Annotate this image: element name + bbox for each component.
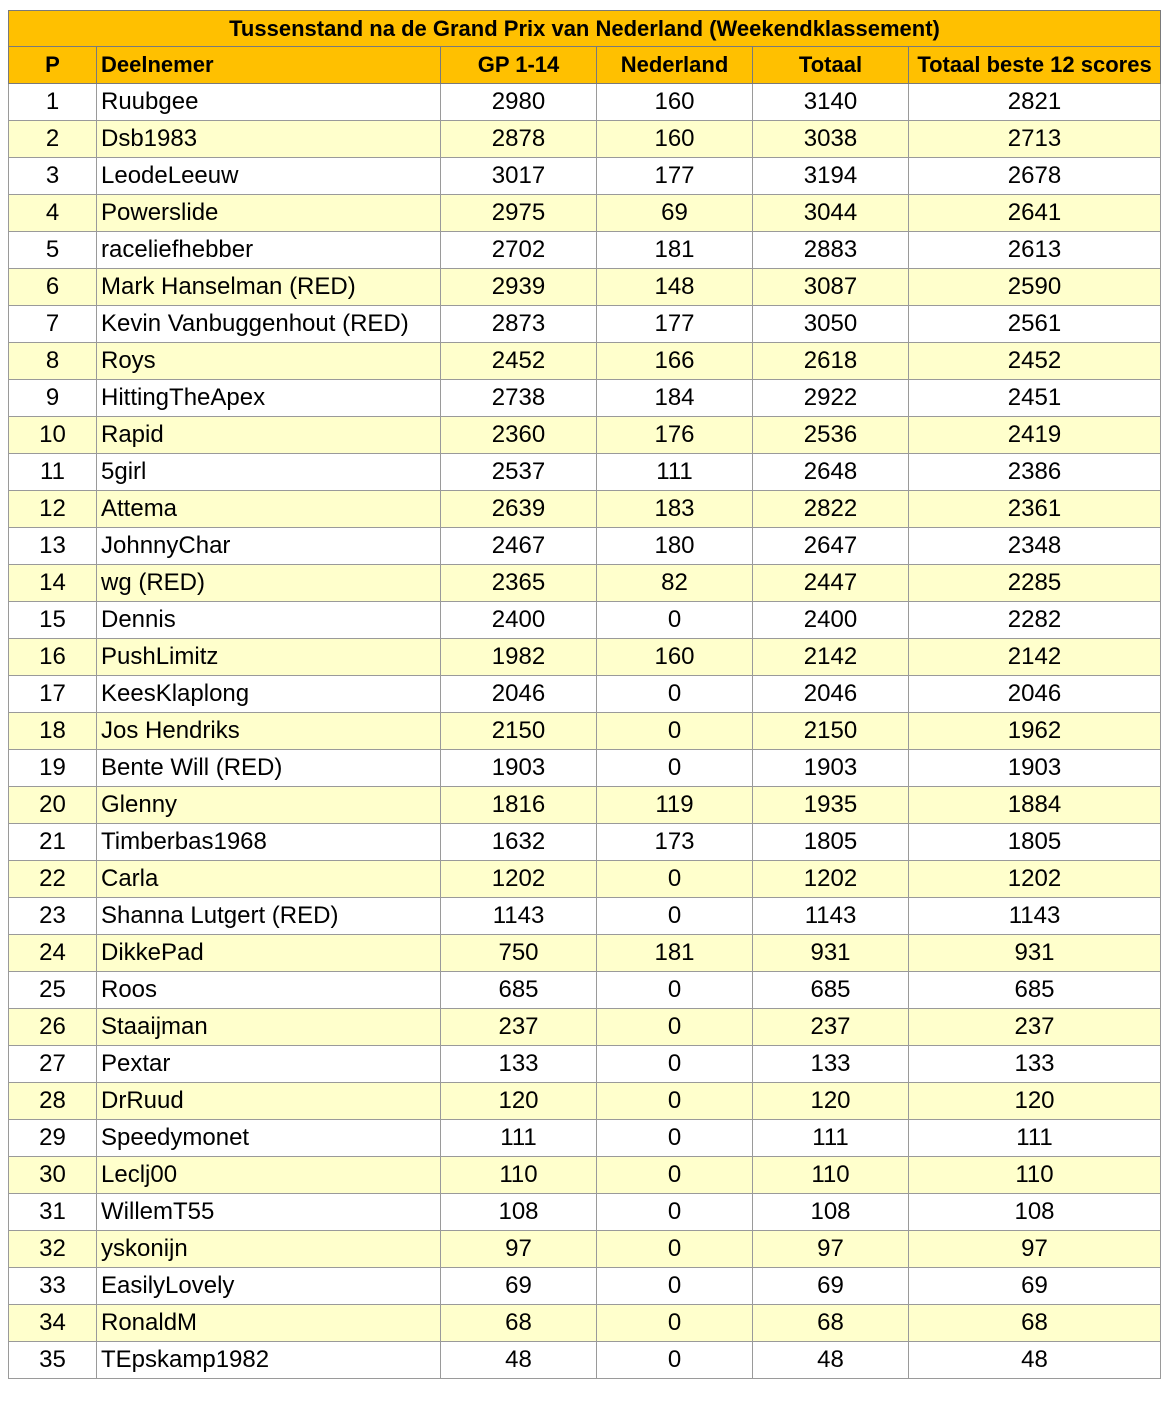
position-cell[interactable]: 34	[9, 1305, 97, 1342]
standings-sheet	[8, 10, 1160, 1379]
participant-cell[interactable]: Powerslide	[97, 195, 441, 232]
gp-1-14-cell[interactable]: 2975	[441, 195, 597, 232]
gp-1-14-cell[interactable]: 1632	[441, 824, 597, 861]
table-row	[9, 232, 1161, 269]
best-12-total-cell[interactable]: 685	[909, 972, 1161, 1009]
total-cell[interactable]: 108	[753, 1194, 909, 1231]
best-12-total-cell[interactable]: 2046	[909, 676, 1161, 713]
participant-cell[interactable]: HittingTheApex	[97, 380, 441, 417]
table-row	[9, 935, 1161, 972]
gp-1-14-cell[interactable]: 108	[441, 1194, 597, 1231]
column-header-participant[interactable]: Deelnemer	[97, 47, 441, 84]
gp-1-14-cell[interactable]: 1903	[441, 750, 597, 787]
table-row	[9, 84, 1161, 121]
best-12-total-cell[interactable]: 2590	[909, 269, 1161, 306]
participant-cell[interactable]: 5girl	[97, 454, 441, 491]
gp-1-14-cell[interactable]: 2360	[441, 417, 597, 454]
participant-cell[interactable]: Attema	[97, 491, 441, 528]
participant-cell[interactable]: RonaldM	[97, 1305, 441, 1342]
total-cell[interactable]: 2046	[753, 676, 909, 713]
position-cell[interactable]: 20	[9, 787, 97, 824]
table-row	[9, 528, 1161, 565]
table-row	[9, 861, 1161, 898]
best-12-total-cell[interactable]: 2361	[909, 491, 1161, 528]
best-12-total-cell[interactable]: 931	[909, 935, 1161, 972]
nederland-cell[interactable]: 111	[597, 454, 753, 491]
total-cell[interactable]: 2150	[753, 713, 909, 750]
participant-cell[interactable]: Jos Hendriks	[97, 713, 441, 750]
position-cell[interactable]: 2	[9, 121, 97, 158]
title-row	[9, 11, 1161, 47]
total-cell[interactable]: 2400	[753, 602, 909, 639]
nederland-cell[interactable]: 181	[597, 232, 753, 269]
position-cell[interactable]: 5	[9, 232, 97, 269]
gp-1-14-cell[interactable]: 120	[441, 1083, 597, 1120]
table-row	[9, 1009, 1161, 1046]
table-row	[9, 1046, 1161, 1083]
best-12-total-cell[interactable]: 2678	[909, 158, 1161, 195]
best-12-total-cell[interactable]: 2348	[909, 528, 1161, 565]
gp-1-14-cell[interactable]: 2400	[441, 602, 597, 639]
best-12-total-cell[interactable]: 2821	[909, 84, 1161, 121]
gp-1-14-cell[interactable]: 1816	[441, 787, 597, 824]
total-cell[interactable]: 133	[753, 1046, 909, 1083]
position-cell[interactable]: 4	[9, 195, 97, 232]
total-cell[interactable]: 931	[753, 935, 909, 972]
total-cell[interactable]: 1202	[753, 861, 909, 898]
position-cell[interactable]: 25	[9, 972, 97, 1009]
gp-1-14-cell[interactable]: 2639	[441, 491, 597, 528]
nederland-cell[interactable]: 160	[597, 121, 753, 158]
nederland-cell[interactable]: 0	[597, 861, 753, 898]
total-cell[interactable]: 48	[753, 1342, 909, 1379]
participant-cell[interactable]: wg (RED)	[97, 565, 441, 602]
nederland-cell[interactable]: 0	[597, 676, 753, 713]
column-header-gp-1-14[interactable]: GP 1-14	[441, 47, 597, 84]
table-row	[9, 713, 1161, 750]
table-row	[9, 1342, 1161, 1379]
participant-cell[interactable]: JohnnyChar	[97, 528, 441, 565]
total-cell[interactable]: 110	[753, 1157, 909, 1194]
participant-cell[interactable]: Kevin Vanbuggenhout (RED)	[97, 306, 441, 343]
best-12-total-cell[interactable]: 2419	[909, 417, 1161, 454]
best-12-total-cell[interactable]: 237	[909, 1009, 1161, 1046]
table-row	[9, 121, 1161, 158]
best-12-total-cell[interactable]: 2713	[909, 121, 1161, 158]
gp-1-14-cell[interactable]: 2537	[441, 454, 597, 491]
participant-cell[interactable]: Roos	[97, 972, 441, 1009]
gp-1-14-cell[interactable]: 2873	[441, 306, 597, 343]
total-cell[interactable]: 2142	[753, 639, 909, 676]
gp-1-14-cell[interactable]: 1202	[441, 861, 597, 898]
table-row	[9, 1083, 1161, 1120]
position-cell[interactable]: 33	[9, 1268, 97, 1305]
table-row	[9, 565, 1161, 602]
participant-cell[interactable]: Shanna Lutgert (RED)	[97, 898, 441, 935]
table-row	[9, 1231, 1161, 1268]
best-12-total-cell[interactable]: 2452	[909, 343, 1161, 380]
gp-1-14-cell[interactable]: 2452	[441, 343, 597, 380]
best-12-total-cell[interactable]: 2282	[909, 602, 1161, 639]
participant-cell[interactable]: Dsb1983	[97, 121, 441, 158]
best-12-total-cell[interactable]: 2561	[909, 306, 1161, 343]
nederland-cell[interactable]: 173	[597, 824, 753, 861]
gp-1-14-cell[interactable]: 2365	[441, 565, 597, 602]
nederland-cell[interactable]: 0	[597, 1342, 753, 1379]
position-cell[interactable]: 9	[9, 380, 97, 417]
position-cell[interactable]: 7	[9, 306, 97, 343]
nederland-cell[interactable]: 180	[597, 528, 753, 565]
best-12-total-cell[interactable]: 1884	[909, 787, 1161, 824]
gp-1-14-cell[interactable]: 2980	[441, 84, 597, 121]
table-row	[9, 750, 1161, 787]
participant-cell[interactable]: EasilyLovely	[97, 1268, 441, 1305]
gp-1-14-cell[interactable]: 685	[441, 972, 597, 1009]
participant-cell[interactable]: TEpskamp1982	[97, 1342, 441, 1379]
table-row	[9, 824, 1161, 861]
nederland-cell[interactable]: 160	[597, 84, 753, 121]
total-cell[interactable]: 2648	[753, 454, 909, 491]
position-cell[interactable]: 11	[9, 454, 97, 491]
total-cell[interactable]: 1143	[753, 898, 909, 935]
participant-cell[interactable]: Pextar	[97, 1046, 441, 1083]
position-cell[interactable]: 10	[9, 417, 97, 454]
position-cell[interactable]: 24	[9, 935, 97, 972]
participant-cell[interactable]: Speedymonet	[97, 1120, 441, 1157]
position-cell[interactable]: 28	[9, 1083, 97, 1120]
participant-cell[interactable]: WillemT55	[97, 1194, 441, 1231]
nederland-cell[interactable]: 0	[597, 713, 753, 750]
best-12-total-cell[interactable]: 133	[909, 1046, 1161, 1083]
nederland-cell[interactable]: 166	[597, 343, 753, 380]
gp-1-14-cell[interactable]: 1982	[441, 639, 597, 676]
nederland-cell[interactable]: 0	[597, 1009, 753, 1046]
table-row	[9, 1268, 1161, 1305]
best-12-total-cell[interactable]: 68	[909, 1305, 1161, 1342]
nederland-cell[interactable]: 0	[597, 1231, 753, 1268]
position-cell[interactable]: 1	[9, 84, 97, 121]
nederland-cell[interactable]: 0	[597, 602, 753, 639]
nederland-cell[interactable]: 148	[597, 269, 753, 306]
gp-1-14-cell[interactable]: 2939	[441, 269, 597, 306]
best-12-total-cell[interactable]: 1143	[909, 898, 1161, 935]
best-12-total-cell[interactable]: 1202	[909, 861, 1161, 898]
table-row	[9, 1157, 1161, 1194]
nederland-cell[interactable]: 184	[597, 380, 753, 417]
participant-cell[interactable]: Carla	[97, 861, 441, 898]
table-row	[9, 343, 1161, 380]
participant-cell[interactable]: Staaijman	[97, 1009, 441, 1046]
total-cell[interactable]: 97	[753, 1231, 909, 1268]
total-cell[interactable]: 111	[753, 1120, 909, 1157]
total-cell[interactable]: 1805	[753, 824, 909, 861]
best-12-total-cell[interactable]: 2142	[909, 639, 1161, 676]
standings-table	[8, 10, 1161, 1379]
best-12-total-cell[interactable]: 48	[909, 1342, 1161, 1379]
gp-1-14-cell[interactable]: 133	[441, 1046, 597, 1083]
table-row	[9, 639, 1161, 676]
nederland-cell[interactable]: 0	[597, 1083, 753, 1120]
gp-1-14-cell[interactable]: 1143	[441, 898, 597, 935]
table-row	[9, 787, 1161, 824]
nederland-cell[interactable]: 0	[597, 1120, 753, 1157]
total-cell[interactable]: 685	[753, 972, 909, 1009]
position-cell[interactable]: 16	[9, 639, 97, 676]
total-cell[interactable]: 2822	[753, 491, 909, 528]
best-12-total-cell[interactable]: 2451	[909, 380, 1161, 417]
position-cell[interactable]: 30	[9, 1157, 97, 1194]
table-row	[9, 306, 1161, 343]
table-row	[9, 269, 1161, 306]
participant-cell[interactable]: Timberbas1968	[97, 824, 441, 861]
best-12-total-cell[interactable]: 2285	[909, 565, 1161, 602]
table-row	[9, 195, 1161, 232]
participant-cell[interactable]: yskonijn	[97, 1231, 441, 1268]
column-header-best-12-total[interactable]: Totaal beste 12 scores	[909, 47, 1161, 84]
position-cell[interactable]: 17	[9, 676, 97, 713]
position-cell[interactable]: 19	[9, 750, 97, 787]
nederland-cell[interactable]: 0	[597, 1305, 753, 1342]
table-row	[9, 417, 1161, 454]
best-12-total-cell[interactable]: 2386	[909, 454, 1161, 491]
column-header-position[interactable]: P	[9, 47, 97, 84]
gp-1-14-cell[interactable]: 110	[441, 1157, 597, 1194]
nederland-cell[interactable]: 119	[597, 787, 753, 824]
best-12-total-cell[interactable]: 1962	[909, 713, 1161, 750]
best-12-total-cell[interactable]: 97	[909, 1231, 1161, 1268]
total-cell[interactable]: 2536	[753, 417, 909, 454]
column-header-nederland[interactable]: Nederland	[597, 47, 753, 84]
best-12-total-cell[interactable]: 110	[909, 1157, 1161, 1194]
table-row	[9, 602, 1161, 639]
participant-cell[interactable]: Rapid	[97, 417, 441, 454]
column-header-total[interactable]: Totaal	[753, 47, 909, 84]
total-cell[interactable]: 69	[753, 1268, 909, 1305]
total-cell[interactable]: 3140	[753, 84, 909, 121]
gp-1-14-cell[interactable]: 111	[441, 1120, 597, 1157]
participant-cell[interactable]: Glenny	[97, 787, 441, 824]
gp-1-14-cell[interactable]: 237	[441, 1009, 597, 1046]
total-cell[interactable]: 3044	[753, 195, 909, 232]
table-title: Tussenstand na de Grand Prix van Nederland (Weekendklassement)	[9, 11, 1161, 47]
table-row	[9, 454, 1161, 491]
total-cell[interactable]: 3087	[753, 269, 909, 306]
total-cell[interactable]: 2447	[753, 565, 909, 602]
position-cell[interactable]: 27	[9, 1046, 97, 1083]
table-row	[9, 1120, 1161, 1157]
total-cell[interactable]: 2883	[753, 232, 909, 269]
position-cell[interactable]: 8	[9, 343, 97, 380]
nederland-cell[interactable]: 69	[597, 195, 753, 232]
gp-1-14-cell[interactable]: 69	[441, 1268, 597, 1305]
participant-cell[interactable]: LeodeLeeuw	[97, 158, 441, 195]
total-cell[interactable]: 2647	[753, 528, 909, 565]
position-cell[interactable]: 18	[9, 713, 97, 750]
best-12-total-cell[interactable]: 1903	[909, 750, 1161, 787]
gp-1-14-cell[interactable]: 2467	[441, 528, 597, 565]
table-row	[9, 972, 1161, 1009]
nederland-cell[interactable]: 0	[597, 972, 753, 1009]
nederland-cell[interactable]: 181	[597, 935, 753, 972]
table-row	[9, 491, 1161, 528]
participant-cell[interactable]: Ruubgee	[97, 84, 441, 121]
table-row	[9, 676, 1161, 713]
total-cell[interactable]: 1903	[753, 750, 909, 787]
position-cell[interactable]: 15	[9, 602, 97, 639]
nederland-cell[interactable]: 160	[597, 639, 753, 676]
participant-cell[interactable]: Mark Hanselman (RED)	[97, 269, 441, 306]
position-cell[interactable]: 29	[9, 1120, 97, 1157]
position-cell[interactable]: 14	[9, 565, 97, 602]
best-12-total-cell[interactable]: 2613	[909, 232, 1161, 269]
table-row	[9, 380, 1161, 417]
total-cell[interactable]: 3194	[753, 158, 909, 195]
position-cell[interactable]: 32	[9, 1231, 97, 1268]
total-cell[interactable]: 2922	[753, 380, 909, 417]
table-row	[9, 158, 1161, 195]
best-12-total-cell[interactable]: 108	[909, 1194, 1161, 1231]
participant-cell[interactable]: DikkePad	[97, 935, 441, 972]
best-12-total-cell[interactable]: 120	[909, 1083, 1161, 1120]
nederland-cell[interactable]: 0	[597, 1268, 753, 1305]
total-cell[interactable]: 120	[753, 1083, 909, 1120]
nederland-cell[interactable]: 0	[597, 1194, 753, 1231]
nederland-cell[interactable]: 177	[597, 306, 753, 343]
position-cell[interactable]: 13	[9, 528, 97, 565]
best-12-total-cell[interactable]: 1805	[909, 824, 1161, 861]
gp-1-14-cell[interactable]: 2878	[441, 121, 597, 158]
position-cell[interactable]: 35	[9, 1342, 97, 1379]
gp-1-14-cell[interactable]: 2702	[441, 232, 597, 269]
nederland-cell[interactable]: 0	[597, 750, 753, 787]
total-cell[interactable]: 2618	[753, 343, 909, 380]
table-row	[9, 1305, 1161, 1342]
gp-1-14-cell[interactable]: 97	[441, 1231, 597, 1268]
nederland-cell[interactable]: 0	[597, 898, 753, 935]
participant-cell[interactable]: KeesKlaplong	[97, 676, 441, 713]
gp-1-14-cell[interactable]: 750	[441, 935, 597, 972]
nederland-cell[interactable]: 82	[597, 565, 753, 602]
participant-cell[interactable]: PushLimitz	[97, 639, 441, 676]
participant-cell[interactable]: Bente Will (RED)	[97, 750, 441, 787]
participant-cell[interactable]: Leclj00	[97, 1157, 441, 1194]
total-cell[interactable]: 237	[753, 1009, 909, 1046]
best-12-total-cell[interactable]: 111	[909, 1120, 1161, 1157]
gp-1-14-cell[interactable]: 48	[441, 1342, 597, 1379]
position-cell[interactable]: 21	[9, 824, 97, 861]
table-row	[9, 1194, 1161, 1231]
total-cell[interactable]: 68	[753, 1305, 909, 1342]
participant-cell[interactable]: raceliefhebber	[97, 232, 441, 269]
best-12-total-cell[interactable]: 69	[909, 1268, 1161, 1305]
position-cell[interactable]: 31	[9, 1194, 97, 1231]
table-row	[9, 898, 1161, 935]
total-cell[interactable]: 1935	[753, 787, 909, 824]
participant-cell[interactable]: DrRuud	[97, 1083, 441, 1120]
nederland-cell[interactable]: 183	[597, 491, 753, 528]
gp-1-14-cell[interactable]: 2046	[441, 676, 597, 713]
nederland-cell[interactable]: 0	[597, 1046, 753, 1083]
position-cell[interactable]: 3	[9, 158, 97, 195]
position-cell[interactable]: 22	[9, 861, 97, 898]
standings-body	[9, 84, 1161, 1379]
total-cell[interactable]: 3038	[753, 121, 909, 158]
participant-cell[interactable]: Roys	[97, 343, 441, 380]
nederland-cell[interactable]: 177	[597, 158, 753, 195]
nederland-cell[interactable]: 176	[597, 417, 753, 454]
gp-1-14-cell[interactable]: 3017	[441, 158, 597, 195]
nederland-cell[interactable]: 0	[597, 1157, 753, 1194]
participant-cell[interactable]: Dennis	[97, 602, 441, 639]
gp-1-14-cell[interactable]: 2738	[441, 380, 597, 417]
header-row	[9, 47, 1161, 84]
gp-1-14-cell[interactable]: 68	[441, 1305, 597, 1342]
position-cell[interactable]: 6	[9, 269, 97, 306]
position-cell[interactable]: 26	[9, 1009, 97, 1046]
best-12-total-cell[interactable]: 2641	[909, 195, 1161, 232]
total-cell[interactable]: 3050	[753, 306, 909, 343]
position-cell[interactable]: 12	[9, 491, 97, 528]
gp-1-14-cell[interactable]: 2150	[441, 713, 597, 750]
position-cell[interactable]: 23	[9, 898, 97, 935]
